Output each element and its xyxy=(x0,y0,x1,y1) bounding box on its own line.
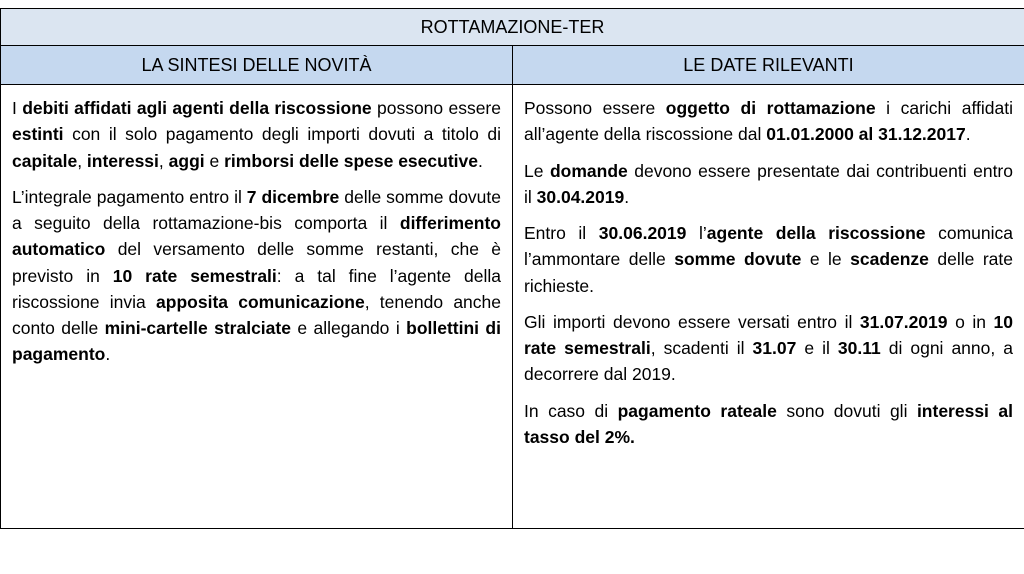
text: , xyxy=(77,150,87,171)
text: Le xyxy=(524,160,550,181)
date-cell xyxy=(513,85,1024,529)
bold-text: scadenze xyxy=(850,249,929,270)
bold-text: 10 rate semestrali xyxy=(112,265,277,286)
bold-text: bollettini di pagamento xyxy=(12,318,501,365)
text: possono essere xyxy=(371,98,501,118)
bold-text: somme dovute xyxy=(674,249,802,270)
bold-text: 31.07.2019 xyxy=(859,311,948,332)
text: di ogni anno, a decorrere dal 2019. xyxy=(524,338,1013,385)
sintesi-cell xyxy=(1,85,513,529)
text: e le xyxy=(801,249,851,270)
text: delle somme dovute a seguito della rottamazione-bis comporta il xyxy=(12,186,502,233)
bold-text: interessi xyxy=(86,150,159,171)
text: l’ xyxy=(686,223,707,243)
bold-text: mini-cartelle stralciate xyxy=(104,318,291,338)
text: In caso di xyxy=(524,400,618,421)
text: delle rate richieste. xyxy=(524,249,1014,296)
text: , scadenti il xyxy=(650,338,753,358)
bold-text: oggetto di rottamazione xyxy=(665,98,876,118)
text: del versamento delle somme restanti, che è previsto in xyxy=(12,239,501,286)
sintesi-paragraph xyxy=(12,184,501,368)
bold-text: pagamento rateale xyxy=(617,400,777,421)
date-paragraph xyxy=(524,95,1013,148)
bold-text: 01.01.2000 al 31.12.2017 xyxy=(766,124,966,145)
text: Entro il xyxy=(524,223,599,243)
bold-text: 30.04.2019 xyxy=(536,186,625,207)
text: : a tal fine l’agente della riscossione invia xyxy=(12,265,501,312)
bold-text: debiti affidati agli agenti della riscossione xyxy=(22,98,372,118)
text: , tenendo anche conto delle xyxy=(12,291,502,338)
text: devono essere presentate dai contribuenti entro il xyxy=(524,160,1013,207)
bold-text: domande xyxy=(549,160,628,181)
text: . xyxy=(477,150,483,171)
bold-text: agente della riscossione xyxy=(706,223,926,243)
text: e xyxy=(204,150,225,171)
bold-text: 10 rate semestrali xyxy=(524,311,1013,358)
date-paragraph xyxy=(524,398,1013,451)
bold-text: 30.11 xyxy=(837,338,881,358)
bold-text: 31.07 xyxy=(752,338,797,358)
date-paragraph xyxy=(524,309,1013,388)
text: i carichi affidati all’agente della riscossione dal xyxy=(524,98,1013,145)
text: o in xyxy=(947,311,994,332)
date-paragraph xyxy=(524,220,1013,299)
summary-table xyxy=(0,8,1024,529)
text: . xyxy=(965,124,971,145)
bold-text: capitale xyxy=(12,150,78,171)
text: , xyxy=(158,150,169,171)
text: sono dovuti gli xyxy=(776,400,917,421)
bold-text: apposita comunicazione xyxy=(156,291,365,312)
text: con il solo pagamento degli importi dovuti a titolo di xyxy=(63,124,501,145)
text: e il xyxy=(796,338,838,358)
bold-text: interessi al tasso del 2%. xyxy=(524,400,1013,447)
text: . xyxy=(105,344,111,365)
text: L’integrale pagamento entro il xyxy=(12,186,247,207)
text: I xyxy=(12,98,23,118)
column-header-sintesi: LA SINTESI DELLE NOVITÀ xyxy=(1,46,513,85)
bold-text: estinti xyxy=(12,124,64,145)
bold-text: 7 dicembre xyxy=(246,186,340,207)
bold-text: rimborsi delle spese esecutive xyxy=(224,150,478,171)
date-paragraph xyxy=(524,158,1013,211)
sintesi-paragraph xyxy=(12,95,501,174)
bold-text: 30.06.2019 xyxy=(598,223,687,243)
text: Gli importi devono essere versati entro il xyxy=(524,311,860,332)
text: Possono essere xyxy=(524,98,666,118)
text: comunica l’ammontare delle xyxy=(524,223,1014,270)
bold-text: aggi xyxy=(168,150,205,171)
column-header-date: LE DATE RILEVANTI xyxy=(513,46,1024,85)
table-title: ROTTAMAZIONE-TER xyxy=(1,9,1024,46)
text: . xyxy=(624,186,630,207)
bold-text: differimento automatico xyxy=(12,213,501,260)
text: e allegando i xyxy=(290,318,407,338)
